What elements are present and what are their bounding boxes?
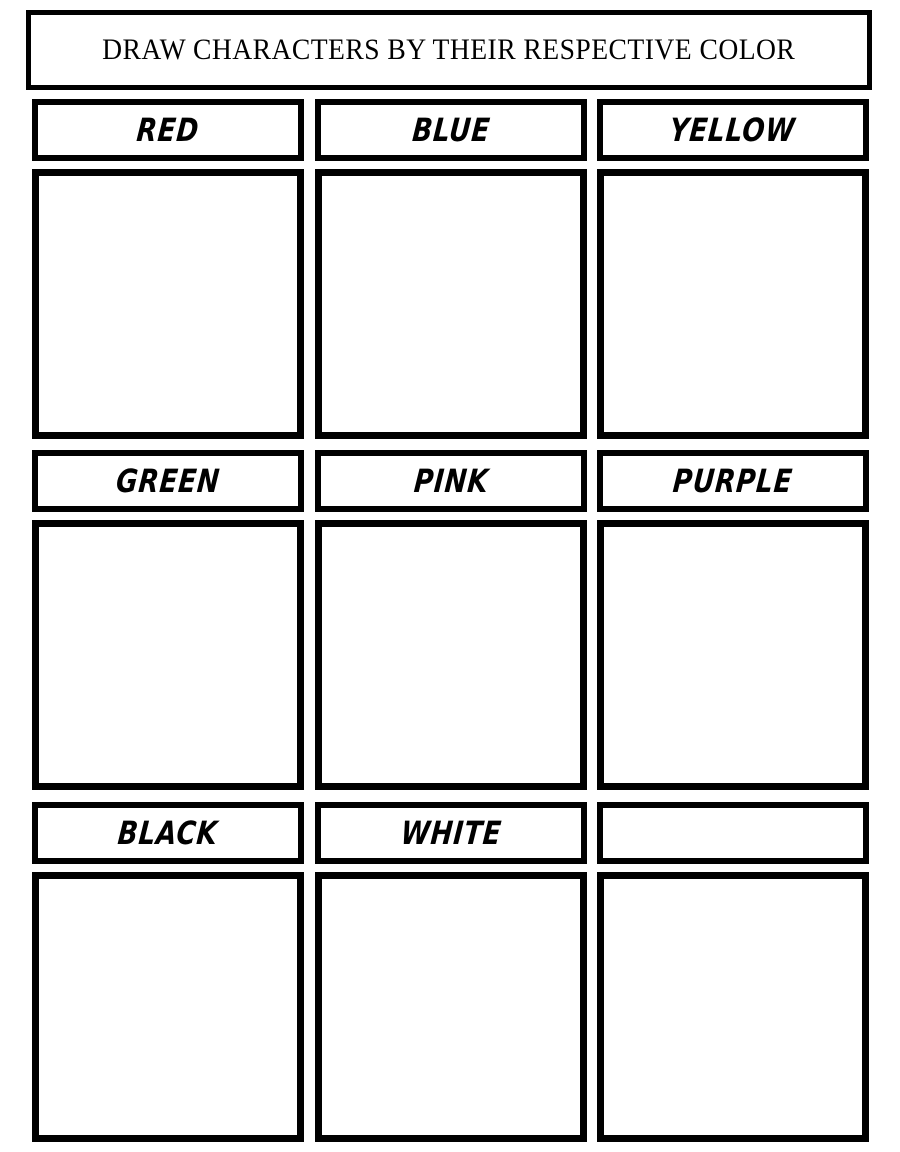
drawing-box-purple[interactable] bbox=[597, 520, 869, 790]
color-label: BLACK bbox=[116, 814, 220, 852]
drawing-box-yellow[interactable] bbox=[597, 169, 869, 439]
label-box-red bbox=[32, 99, 304, 161]
color-label: GREEN bbox=[114, 462, 222, 500]
color-label: WHITE bbox=[399, 814, 503, 852]
color-label: YELLOW bbox=[668, 111, 798, 149]
color-label: RED bbox=[135, 111, 201, 149]
label-box-purple bbox=[597, 450, 869, 512]
drawing-box-white[interactable] bbox=[315, 872, 587, 1142]
color-label: PURPLE bbox=[671, 462, 795, 500]
drawing-box-blank[interactable] bbox=[597, 872, 869, 1142]
label-box-blue bbox=[315, 99, 587, 161]
drawing-box-red[interactable] bbox=[32, 169, 304, 439]
drawing-box-black[interactable] bbox=[32, 872, 304, 1142]
color-label: BLUE bbox=[410, 111, 492, 149]
label-box-black bbox=[32, 802, 304, 864]
color-label: PINK bbox=[412, 462, 490, 500]
page-title: DRAW CHARACTERS BY THEIR RESPECTIVE COLOR bbox=[102, 33, 796, 66]
title-banner bbox=[26, 10, 872, 90]
label-box-white bbox=[315, 802, 587, 864]
drawing-box-blue[interactable] bbox=[315, 169, 587, 439]
drawing-box-pink[interactable] bbox=[315, 520, 587, 790]
label-box-blank[interactable] bbox=[597, 802, 869, 864]
drawing-box-green[interactable] bbox=[32, 520, 304, 790]
label-box-pink bbox=[315, 450, 587, 512]
label-box-yellow bbox=[597, 99, 869, 161]
label-box-green bbox=[32, 450, 304, 512]
